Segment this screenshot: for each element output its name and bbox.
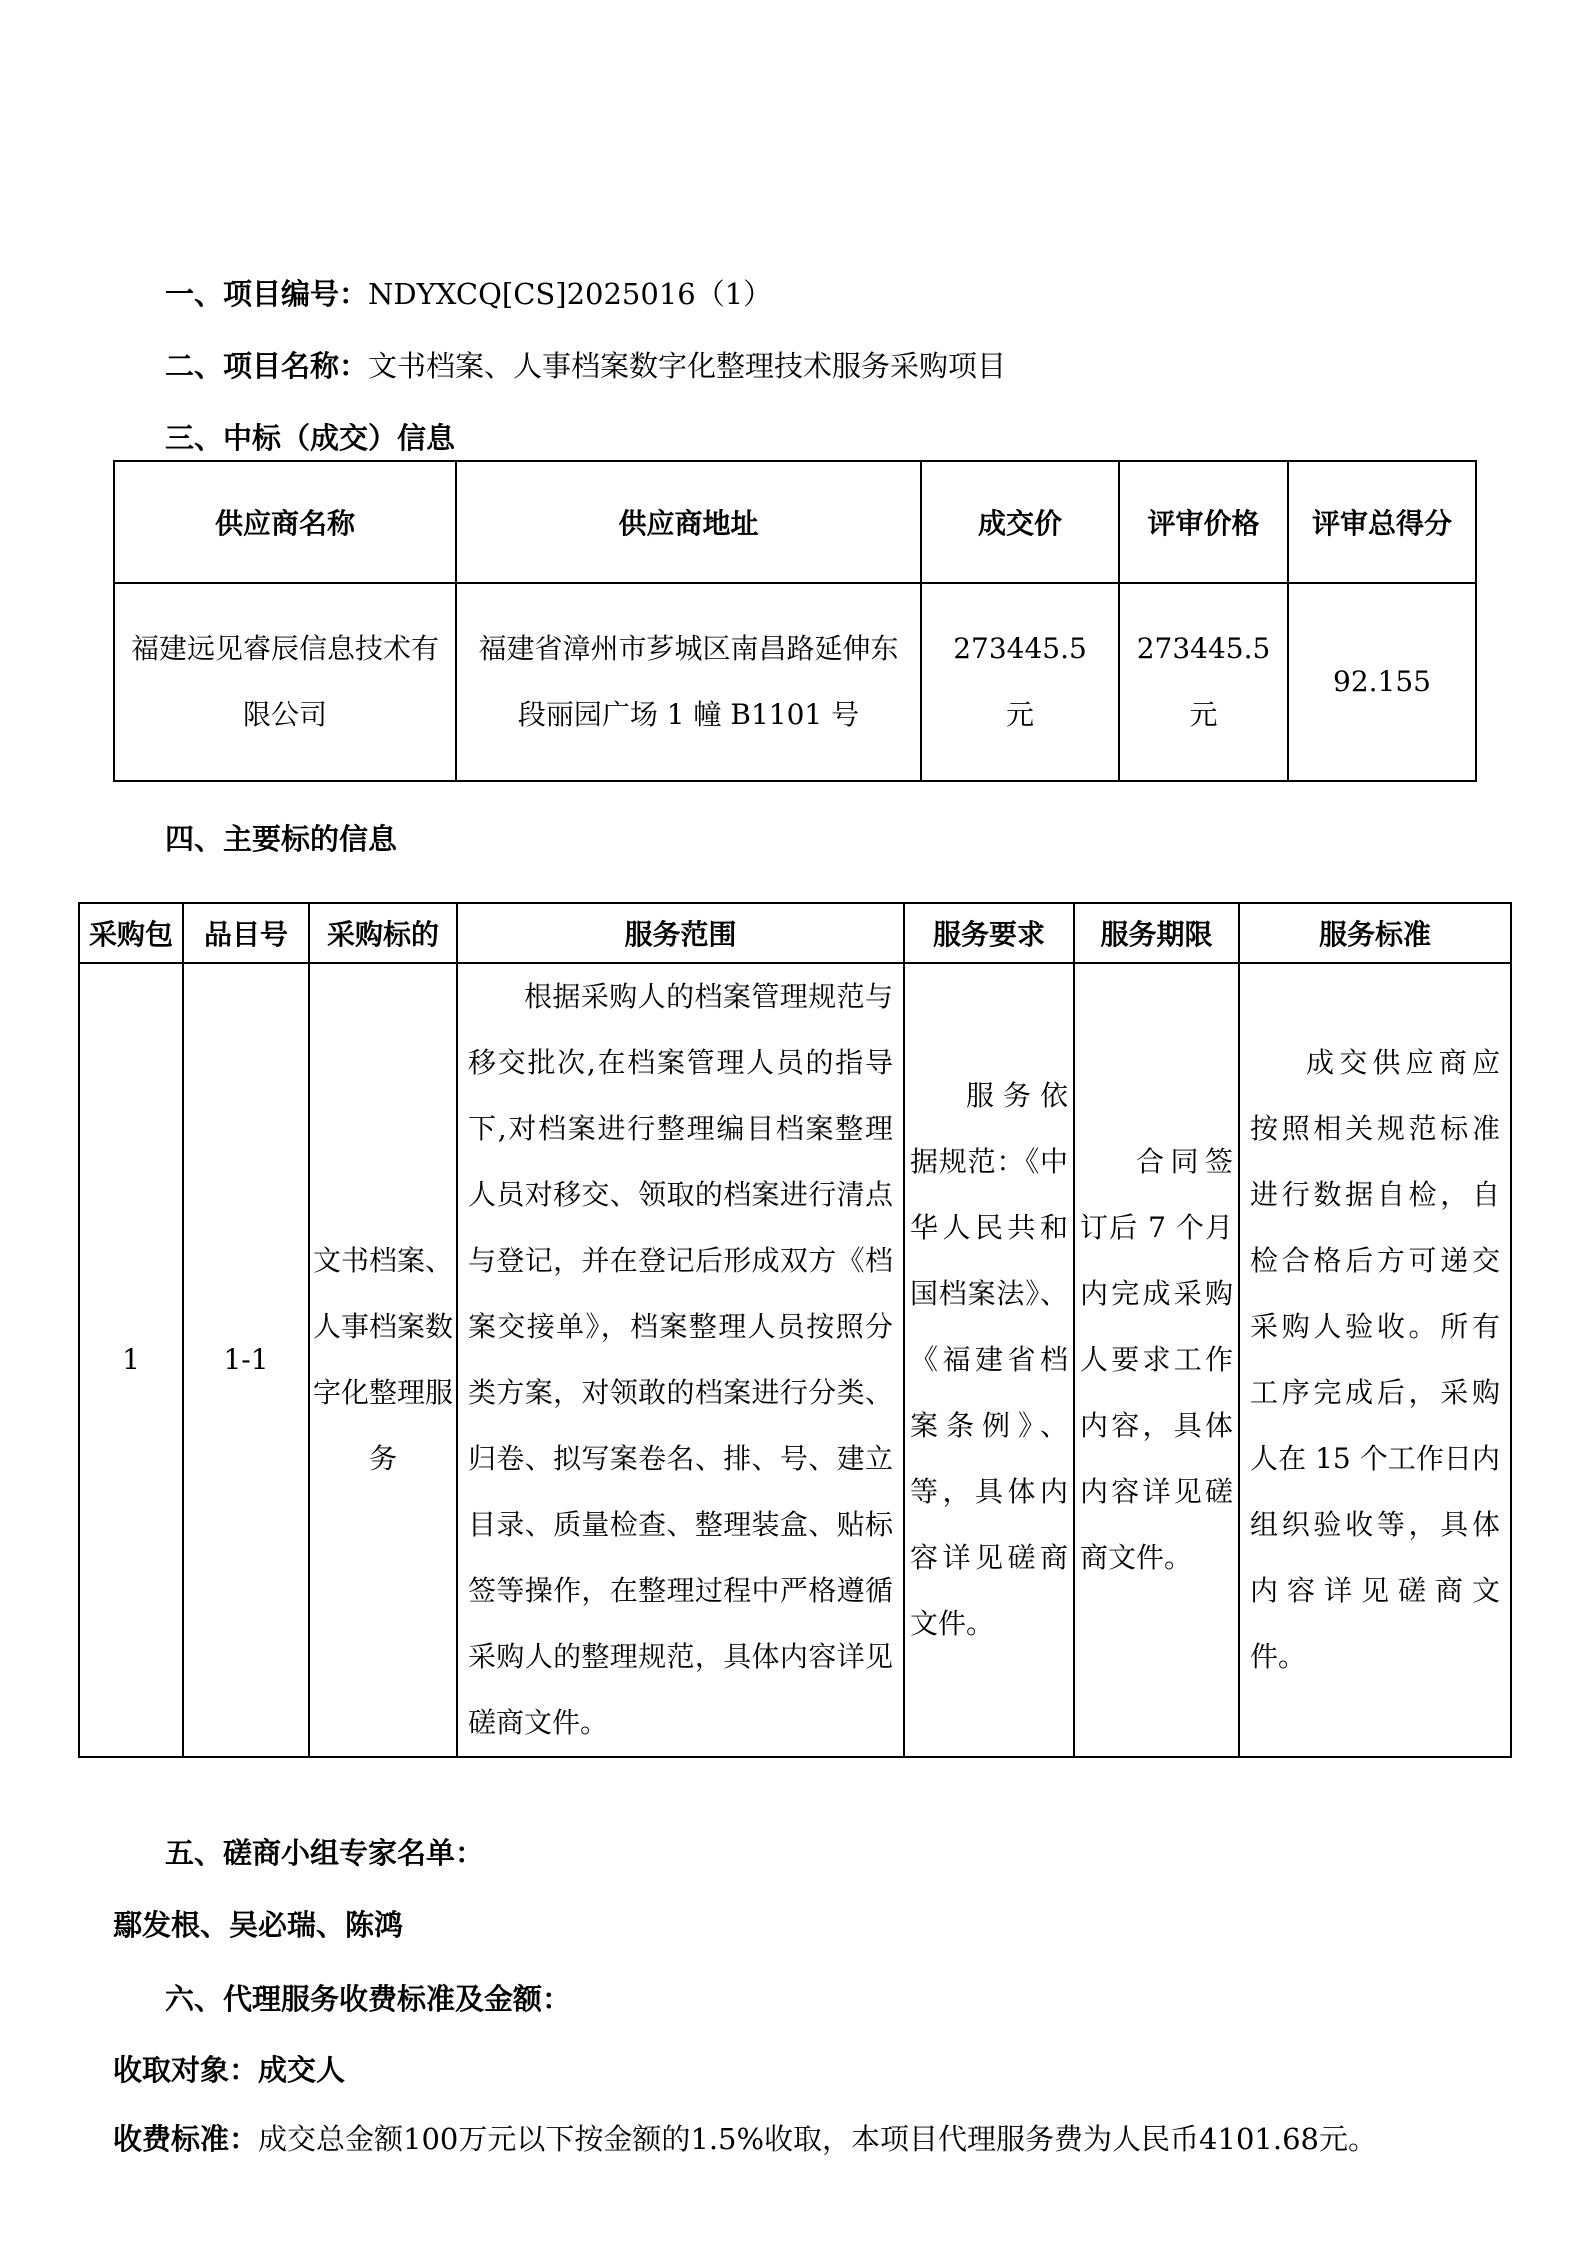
service-requirement-text: 服务依据规范：《中华人民共和国档案法》、《福建省档案条例》、等，具体内容详见磋商文件。 bbox=[910, 1079, 1068, 1640]
header-service-period: 服务期限 bbox=[1074, 903, 1239, 963]
header-deal-price: 成交价 bbox=[921, 461, 1119, 583]
cell-service-standard bbox=[1239, 963, 1511, 1757]
project-number-label: 一、项目编号： bbox=[165, 277, 369, 311]
project-name-value: 文书档案、人事档案数字化整理技术服务采购项目 bbox=[368, 349, 1007, 383]
section-project-number bbox=[113, 272, 1475, 316]
section-subject-info-title bbox=[113, 817, 1475, 861]
service-scope-text: 根据采购人的档案管理规范与移交批次,在档案管理人员的指导下,对档案进行整理编目档案整理人员对移交、领取的档案进行清点与登记，并在登记后形成双方《档案交接单》，档案整理人员按照分类方案，对领敢的档案进行分类、归卷、拟写案卷名、排、号、建立目录、质量检查、整理装盒、贴标签等操作，在整理过程中严格遵循采购人的整理规范，具体内容详见磋商文件。 bbox=[468, 980, 893, 1739]
section-award-info-title bbox=[113, 416, 1475, 460]
agency-fee-title: 六、代理服务收费标准及金额： bbox=[165, 1982, 572, 2016]
header-item-no: 品目号 bbox=[183, 903, 309, 963]
experts-title: 五、磋商小组专家名单： bbox=[165, 1836, 485, 1870]
cell-package-no: 1 bbox=[79, 963, 183, 1757]
charge-standard-label: 收费标准： bbox=[113, 2122, 259, 2156]
charge-target-line bbox=[113, 2048, 1475, 2092]
award-info-table bbox=[113, 460, 1477, 782]
header-service-standard: 服务标准 bbox=[1239, 903, 1511, 963]
project-number-value: NDYXCQ[CS]2025016（1） bbox=[368, 277, 773, 311]
subject-header-row bbox=[79, 903, 1511, 963]
subject-info-table bbox=[78, 902, 1512, 1758]
cell-supplier-name: 福建远见睿辰信息技术有限公司 bbox=[114, 583, 456, 781]
charge-target-label: 收取对象： bbox=[113, 2053, 259, 2087]
header-service-requirement: 服务要求 bbox=[904, 903, 1074, 963]
project-name-label: 二、项目名称： bbox=[165, 349, 369, 383]
section-experts-title bbox=[113, 1831, 1475, 1875]
cell-item-no: 1-1 bbox=[183, 963, 309, 1757]
service-standard-text: 成交供应商应按照相关规范标准进行数据自检，自检合格后方可递交采购人验收。所有工序完成后，采购人在 15 个工作日内组织验收等，具体内容详见磋商文件。 bbox=[1250, 1046, 1500, 1673]
service-period-text: 合同签订后 7 个月内完成采购人要求工作内容，具体内容详见磋商文件。 bbox=[1080, 1145, 1233, 1574]
award-info-title: 三、中标（成交）信息 bbox=[165, 421, 456, 455]
cell-service-period bbox=[1074, 963, 1239, 1757]
subject-info-title: 四、主要标的信息 bbox=[165, 822, 398, 856]
cell-total-score: 92.155 bbox=[1288, 583, 1476, 781]
charge-standard-line bbox=[113, 2117, 1475, 2161]
charge-standard-value: 成交总金额100万元以下按金额的1.5%收取，本项目代理服务费为人民币4101.68元。 bbox=[258, 2122, 1377, 2156]
experts-names: 鄢发根、吴必瑞、陈鸿 bbox=[113, 1908, 404, 1942]
header-total-score: 评审总得分 bbox=[1288, 461, 1476, 583]
cell-review-price: 273445.5 元 bbox=[1119, 583, 1288, 781]
charge-target-value: 成交人 bbox=[258, 2053, 346, 2087]
header-supplier-name: 供应商名称 bbox=[114, 461, 456, 583]
header-package-no: 采购包 bbox=[79, 903, 183, 963]
section-project-name bbox=[113, 344, 1475, 388]
header-supplier-address: 供应商地址 bbox=[456, 461, 921, 583]
cell-deal-price: 273445.5 元 bbox=[921, 583, 1119, 781]
cell-supplier-address: 福建省漳州市芗城区南昌路延伸东段丽园广场 1 幢 B1101 号 bbox=[456, 583, 921, 781]
award-header-row bbox=[114, 461, 1476, 583]
header-subject: 采购标的 bbox=[309, 903, 457, 963]
header-service-scope: 服务范围 bbox=[457, 903, 904, 963]
cell-subject: 文书档案、人事档案数字化整理服务 bbox=[309, 963, 457, 1757]
header-review-price: 评审价格 bbox=[1119, 461, 1288, 583]
award-data-row bbox=[114, 583, 1476, 781]
section-agency-fee-title bbox=[113, 1977, 1475, 2021]
cell-service-requirement bbox=[904, 963, 1074, 1757]
cell-service-scope bbox=[457, 963, 904, 1757]
subject-data-row bbox=[79, 963, 1511, 1757]
